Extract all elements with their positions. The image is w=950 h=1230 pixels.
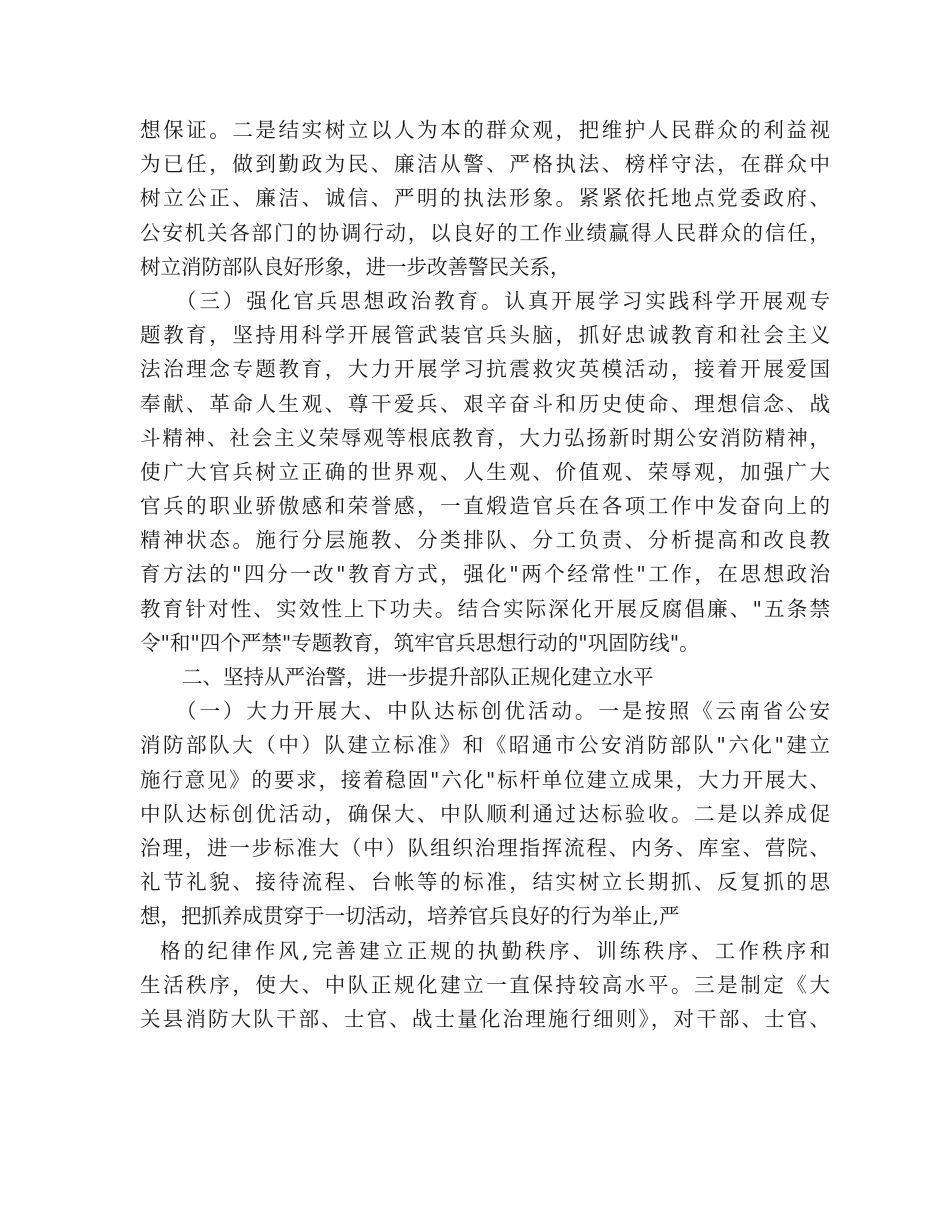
body-line: 施行意见》的要求，接着稳固"六化"标杆单位建立成果，大力开展大、 bbox=[140, 767, 830, 792]
body-line: 礼节礼貌、接待流程、台帐等的标准，结实树立长期抓、反复抓的思 bbox=[140, 870, 830, 895]
body-line: 消防部队大（中）队建立标准》和《昭通市公安消防部队"六化"建立 bbox=[140, 733, 830, 758]
section-heading-2: 二、坚持从严治警，进一步提升部队正规化建立水平 bbox=[182, 665, 654, 689]
body-line: 育方法的"四分一改"教育方式，强化"两个经常性"工作，在思想政治 bbox=[140, 562, 830, 587]
body-line: 中队达标创优活动，确保大、中队顺利通过达标验收。二是以养成促 bbox=[140, 801, 830, 826]
body-line: 公安机关各部门的协调行动，以良好的工作业绩赢得人民群众的信任， bbox=[140, 220, 830, 245]
body-line: 树立消防部队良好形象，进一步改善警民关系， bbox=[140, 254, 571, 279]
body-line: 想保证。二是结实树立以人为本的群众观，把维护人民群众的利益视 bbox=[140, 118, 830, 142]
body-line: 树立公正、廉洁、诚信、严明的执法形象。紧紧依托地点党委政府、 bbox=[140, 186, 830, 211]
body-line: 格的纪律作风,完善建立正规的执勤秩序、训练秩序、工作秩序和 bbox=[160, 938, 830, 963]
section-heading-1: （一）大力开展大、中队达标创优活动。一是按照《云南省公安 bbox=[176, 699, 830, 724]
body-line: 为已任，做到勤政为民、廉洁从警、严格执法、榜样守法，在群众中 bbox=[140, 152, 830, 177]
body-line: 生活秩序，使大、中队正规化建立一直保持较高水平。三是制定《大 bbox=[140, 972, 830, 997]
body-line: 斗精神、社会主义荣辱观等根底教育，大力弘扬新时期公安消防精神， bbox=[140, 425, 830, 450]
body-line: 令"和"四个严禁"专题教育，筑牢官兵思想行动的"巩固防线"。 bbox=[140, 630, 700, 655]
body-line: 奉献、革命人生观、尊干爱兵、艰辛奋斗和历史使命、理想信念、战 bbox=[140, 391, 830, 416]
section-heading-3: （三）强化官兵思想政治教育。认真开展学习实践科学开展观专 bbox=[176, 288, 830, 313]
body-line: 治理，进一步标准大（中）队组织治理指挥流程、内务、库室、营院、 bbox=[140, 835, 830, 860]
body-line: 教育针对性、实效性上下功夫。结合实际深化开展反腐倡廉、"五条禁 bbox=[140, 596, 830, 621]
body-line: 关县消防大队干部、士官、战士量化治理施行细则》，对干部、士官、 bbox=[140, 1006, 830, 1031]
body-line: 精神状态。施行分层施教、分类排队、分工负责、分析提高和改良教 bbox=[140, 528, 830, 553]
body-line: 题教育，坚持用科学开展管武装官兵头脑，抓好忠诚教育和社会主义 bbox=[140, 323, 830, 348]
body-line: 想，把抓养成贯穿于一切活动，培养官兵良好的行为举止,严 bbox=[140, 904, 680, 929]
body-line: 官兵的职业骄傲感和荣誉感，一直煅造官兵在各项工作中发奋向上的 bbox=[140, 494, 830, 519]
body-line: 使广大官兵树立正确的世界观、人生观、价值观、荣辱观，加强广大 bbox=[140, 459, 830, 484]
body-line: 法治理念专题教育，大力开展学习抗震救灾英模活动，接着开展爱国 bbox=[140, 357, 830, 382]
document-body bbox=[140, 113, 830, 1036]
